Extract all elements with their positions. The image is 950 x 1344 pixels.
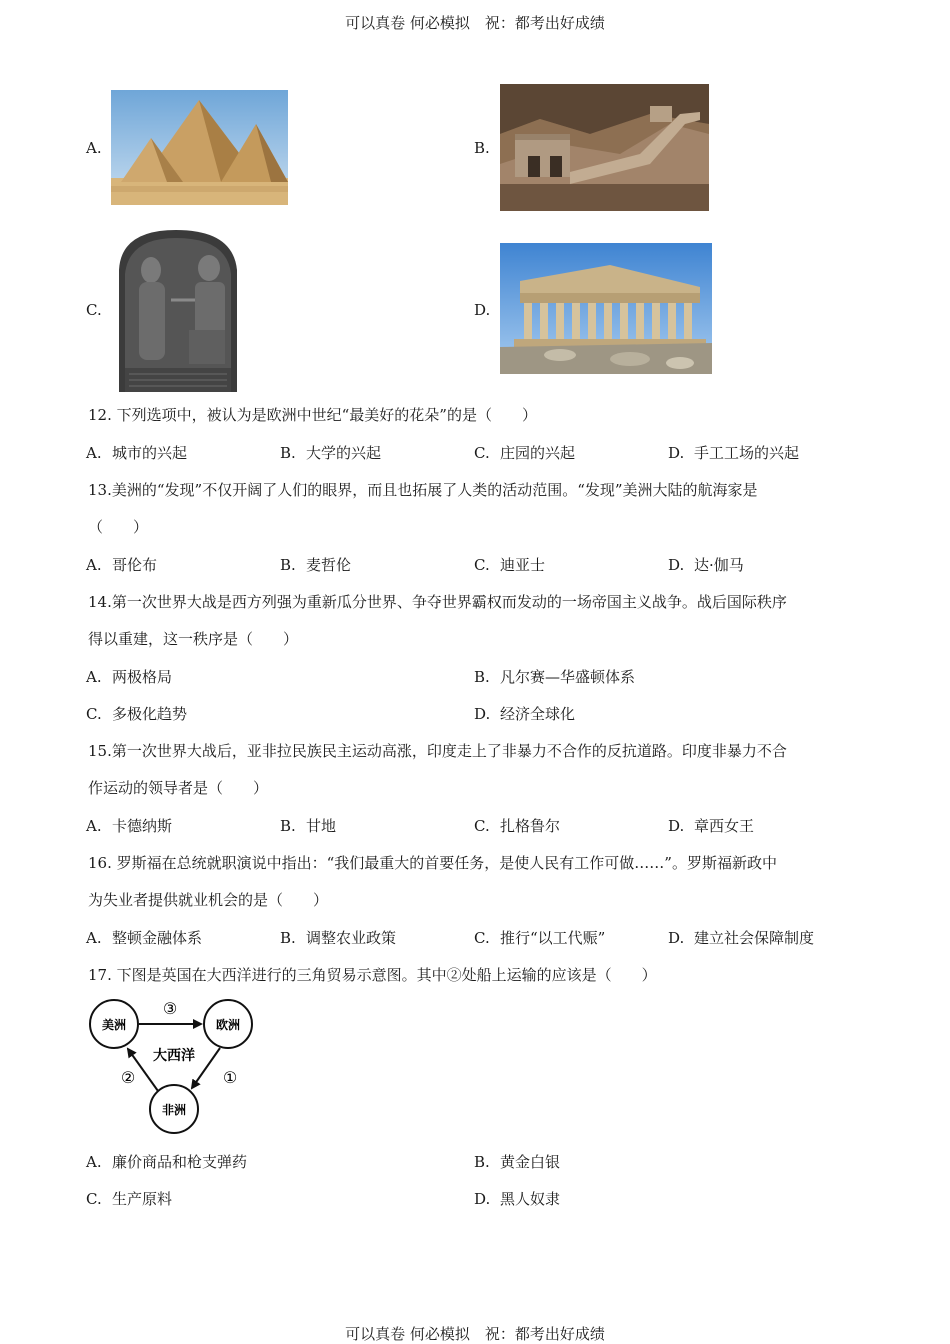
q14-option-d[interactable]: 经济全球化 [500,705,576,723]
q12-option-a-letter: A. [86,444,102,462]
page-header: 可以真卷 何必模拟 祝：都考出好成绩 [345,14,605,32]
q16-option-d-letter: D. [668,929,685,947]
q13-option-c[interactable]: 迪亚士 [500,556,546,574]
parthenon-photo[interactable] [500,243,712,374]
q17-stem: 17. 下图是英国在大西洋进行的三角贸易示意图。其中②处船上运输的应该是（ ） [88,966,657,984]
hammurabi-code-stele-photo[interactable] [111,230,241,392]
pyramids-photo[interactable] [111,90,288,205]
q12-stem: 12. 下列选项中，被认为是欧洲中世纪“最美好的花朵”的是（ ） [88,406,537,424]
q15-option-a-letter: A. [86,817,102,835]
q14-option-b-letter: B. [474,668,490,686]
q16-stem-line2: 为失业者提供就业机会的是（ ） [88,891,329,909]
q14-option-a[interactable]: 两极格局 [112,668,173,686]
q14-option-c-letter: C. [86,705,102,723]
q15-stem-line2: 作运动的领导者是（ ） [88,779,269,797]
q16-stem-line1: 16. 罗斯福在总统就职演说中指出：“我们最重大的首要任务，是使人民有工作可做……”。罗斯福新政中 [88,854,777,872]
q15-option-d[interactable]: 章西女王 [694,817,755,835]
q16-option-b-letter: B. [280,929,296,947]
q17-option-b-letter: B. [474,1153,490,1171]
q15-option-d-letter: D. [668,817,685,835]
option-d-letter: D. [474,301,491,319]
q15-option-b[interactable]: 甘地 [306,817,337,835]
q15-option-b-letter: B. [280,817,296,835]
q16-option-c[interactable]: 推行“以工代赈” [500,929,606,947]
q13-stem-line2: （ ） [88,518,149,536]
q17-option-d[interactable]: 黑人奴隶 [500,1190,561,1208]
q15-stem-line1: 15.第一次世界大战后，亚非拉民族民主运动高涨，印度走上了非暴力不合作的反抗道路。印度非暴力不合 [88,742,787,760]
americas-label: 美洲 [101,1018,127,1032]
q16-option-b[interactable]: 调整农业政策 [306,929,397,947]
q14-option-b[interactable]: 凡尔赛—华盛顿体系 [500,668,636,686]
option-b-letter: B. [474,139,490,157]
africa-label: 非洲 [161,1103,187,1117]
q13-option-b-letter: B. [280,556,296,574]
ocean-label: 大西洋 [153,1048,195,1064]
q16-option-a[interactable]: 整顿金融体系 [112,929,203,947]
q16-option-c-letter: C. [474,929,490,947]
q15-option-c[interactable]: 扎格鲁尔 [500,817,561,835]
route-2-label: ② [120,1068,136,1087]
q12-option-b[interactable]: 大学的兴起 [306,444,382,462]
q12-option-d-letter: D. [668,444,685,462]
europe-label: 欧洲 [215,1018,241,1032]
q17-option-c-letter: C. [86,1190,102,1208]
q12-option-c[interactable]: 庄园的兴起 [500,444,576,462]
triangular-trade-diagram [86,996,258,1142]
q15-option-a[interactable]: 卡德纳斯 [112,817,173,835]
route-3-label: ③ [162,999,178,1018]
q17-option-a-letter: A. [86,1153,102,1171]
q13-option-a-letter: A. [86,556,102,574]
route-1-label: ① [222,1068,238,1087]
q13-option-c-letter: C. [474,556,490,574]
q14-option-c[interactable]: 多极化趋势 [112,705,188,723]
q14-option-a-letter: A. [86,668,102,686]
q12-option-c-letter: C. [474,444,490,462]
great-wall-photo[interactable] [500,84,709,211]
option-a-letter: A. [86,139,102,157]
q17-option-d-letter: D. [474,1190,491,1208]
q13-option-a[interactable]: 哥伦布 [112,556,158,574]
q17-option-b[interactable]: 黄金白银 [500,1153,561,1171]
page-footer: 可以真卷 何必模拟 祝：都考出好成绩 [345,1325,605,1343]
q13-option-d[interactable]: 达·伽马 [694,556,744,574]
q14-stem-line2: 得以重建，这一秩序是（ ） [88,630,299,648]
q17-option-a[interactable]: 廉价商品和枪支弹药 [112,1153,248,1171]
q16-option-d[interactable]: 建立社会保障制度 [694,929,815,947]
q12-option-d[interactable]: 手工工场的兴起 [694,444,800,462]
option-c-letter: C. [86,301,102,319]
q12-option-a[interactable]: 城市的兴起 [112,444,188,462]
q17-option-c[interactable]: 生产原料 [112,1190,173,1208]
q14-stem-line1: 14.第一次世界大战是西方列强为重新瓜分世界、争夺世界霸权而发动的一场帝国主义战争。战后国际秩序 [88,593,787,611]
q14-option-d-letter: D. [474,705,491,723]
q13-stem-line1: 13.美洲的“发现”不仅开阔了人们的眼界，而且也拓展了人类的活动范围。“发现”美洲大陆的航海家是 [88,481,758,499]
q13-option-d-letter: D. [668,556,685,574]
q12-option-b-letter: B. [280,444,296,462]
route-1-arrow [192,1048,220,1088]
q13-option-b[interactable]: 麦哲伦 [306,556,352,574]
q15-option-c-letter: C. [474,817,490,835]
q16-option-a-letter: A. [86,929,102,947]
